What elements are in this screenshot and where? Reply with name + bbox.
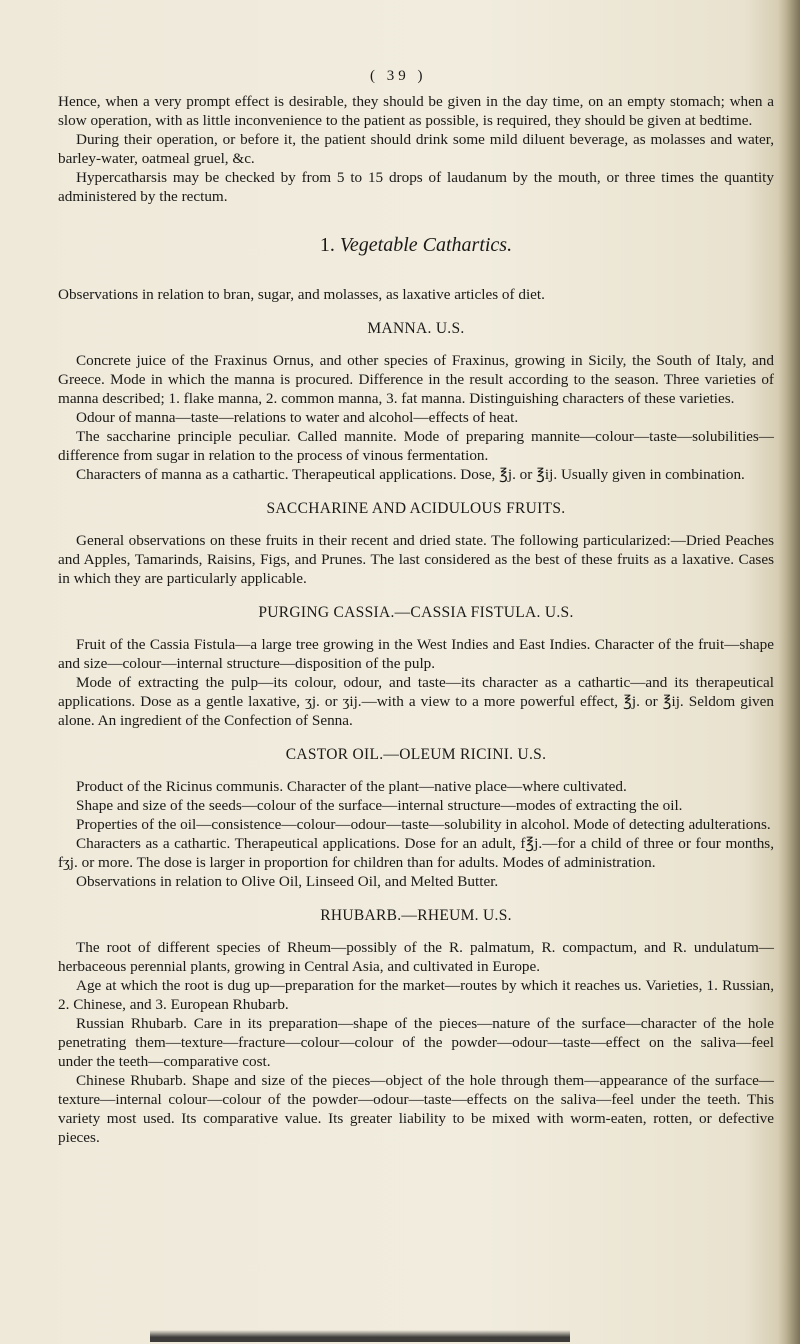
manna-paragraph-4: Characters of manna as a cathartic. Therapeutical applications. Dose, ℥j. or ℥ij. Usually given in combination. xyxy=(76,466,745,483)
castor-paragraph-5: Observations in relation to Olive Oil, Linseed Oil, and Melted Butter. xyxy=(76,873,499,890)
binding-shadow xyxy=(150,1330,570,1342)
observations-paragraph: Observations in relation to bran, sugar, and molasses, as laxative articles of diet. xyxy=(58,286,545,303)
rhubarb-heading: RHUBARB.—RHEUM. U.S. xyxy=(320,907,512,924)
saccharine-paragraph-1: General observations on these fruits in their recent and dried state. The following particularized:—Dried Peaches and Apples, Tamarinds, Raisins, Figs, and Prunes. The last considered as the best of these fruits as a laxative. Cases in which they are particularly applicable. xyxy=(58,532,774,587)
cassia-paragraph-2: Mode of extracting the pulp—its colour, odour, and taste—its character as a cathartic—and its therapeutical applications. Dose as a gentle laxative, ʒj. or ʒij.—with a view to a more powerful effect, ℥j. or ℥ij. Seldom given alone. An ingredient of the Confection of Senna. xyxy=(58,674,774,729)
intro-paragraph-3: Hypercatharsis may be checked by from 5 to 15 drops of laudanum by the mouth, or three times the quantity administered by the rectum. xyxy=(58,169,774,205)
intro-paragraph-2: During their operation, or before it, the patient should drink some mild diluent beverage, as molasses and water, barley-water, oatmeal gruel, &c. xyxy=(58,131,774,167)
castor-paragraph-3: Properties of the oil—consistence—colour—odour—taste—solubility in alcohol. Mode of detecting adulterations. xyxy=(76,816,771,833)
rhubarb-paragraph-3: Russian Rhubarb. Care in its preparation—shape of the pieces—nature of the surface—character of the hole penetrating them—texture—fracture—colour—colour of the powder—odour—taste—effect on the saliva—feel under the teeth—comparative cost. xyxy=(58,1015,774,1070)
castor-paragraph-2: Shape and size of the seeds—colour of the surface—internal structure—modes of extracting the oil. xyxy=(76,797,683,814)
rhubarb-paragraph-4: Chinese Rhubarb. Shape and size of the pieces—object of the hole through them—appearance of the surface—texture—internal colour—colour of the powder—odour—taste—effects on the saliva—feel under the teeth. This variety most used. Its comparative value. Its greater liability to be mixed with worm-eaten, rotten, or defective pieces. xyxy=(58,1072,774,1146)
intro-paragraph-1: Hence, when a very prompt effect is desirable, they should be given in the day time, on an empty stomach; when a slow operation, with as little inconvenience to the patient as possible, is required, they should be given at bedtime. xyxy=(58,93,774,129)
page-text xyxy=(58,92,774,1147)
page-edge-shadow xyxy=(778,0,800,1344)
castor-paragraph-1: Product of the Ricinus communis. Character of the plant—native place—where cultivated. xyxy=(76,778,627,795)
castor-paragraph-4: Characters as a cathartic. Therapeutical applications. Dose for an adult, f℥j.—for a child of three or four months, fʒj. or more. The dose is larger in proportion for children than for adults. Modes of administration. xyxy=(58,835,774,871)
rhubarb-paragraph-2: Age at which the root is dug up—preparation for the market—routes by which it reaches us. Varieties, 1. Russian, 2. Chinese, and 3. European Rhubarb. xyxy=(58,977,774,1013)
section-number: 1. xyxy=(319,234,335,256)
manna-heading: MANNA. U.S. xyxy=(367,320,465,337)
cassia-paragraph-1: Fruit of the Cassia Fistula—a large tree growing in the West Indies and East Indies. Character of the fruit—shape and size—colour—internal structure—disposition of the pulp. xyxy=(58,636,774,672)
rhubarb-paragraph-1: The root of different species of Rheum—possibly of the R. palmatum, R. compactum, and R. undulatum—herbaceous perennial plants, growing in Central Asia, and cultivated in Europe. xyxy=(58,939,774,975)
section-heading xyxy=(58,236,774,255)
castor-heading: CASTOR OIL.—OLEUM RICINI. U.S. xyxy=(285,746,547,763)
cassia-heading: PURGING CASSIA.—CASSIA FISTULA. U.S. xyxy=(258,604,574,621)
manna-paragraph-3: The saccharine principle peculiar. Called mannite. Mode of preparing mannite—colour—taste—solubilities—difference from sugar in relation to the process of vinous fermentation. xyxy=(58,428,774,464)
page-number: ( 39 ) xyxy=(370,68,427,84)
manna-paragraph-1: Concrete juice of the Fraxinus Ornus, and other species of Fraxinus, growing in Sicily, the South of Italy, and Greece. Mode in which the manna is procured. Difference in the result according to the season. Three varieties of manna described; 1. flake manna, 2. common manna, 3. fat manna. Distinguishing characters of these varieties. xyxy=(58,352,774,407)
saccharine-heading: SACCHARINE AND ACIDULOUS FRUITS. xyxy=(266,500,566,517)
section-title: Vegetable Cathartics. xyxy=(339,234,513,256)
manna-paragraph-2: Odour of manna—taste—relations to water and alcohol—effects of heat. xyxy=(76,409,519,426)
